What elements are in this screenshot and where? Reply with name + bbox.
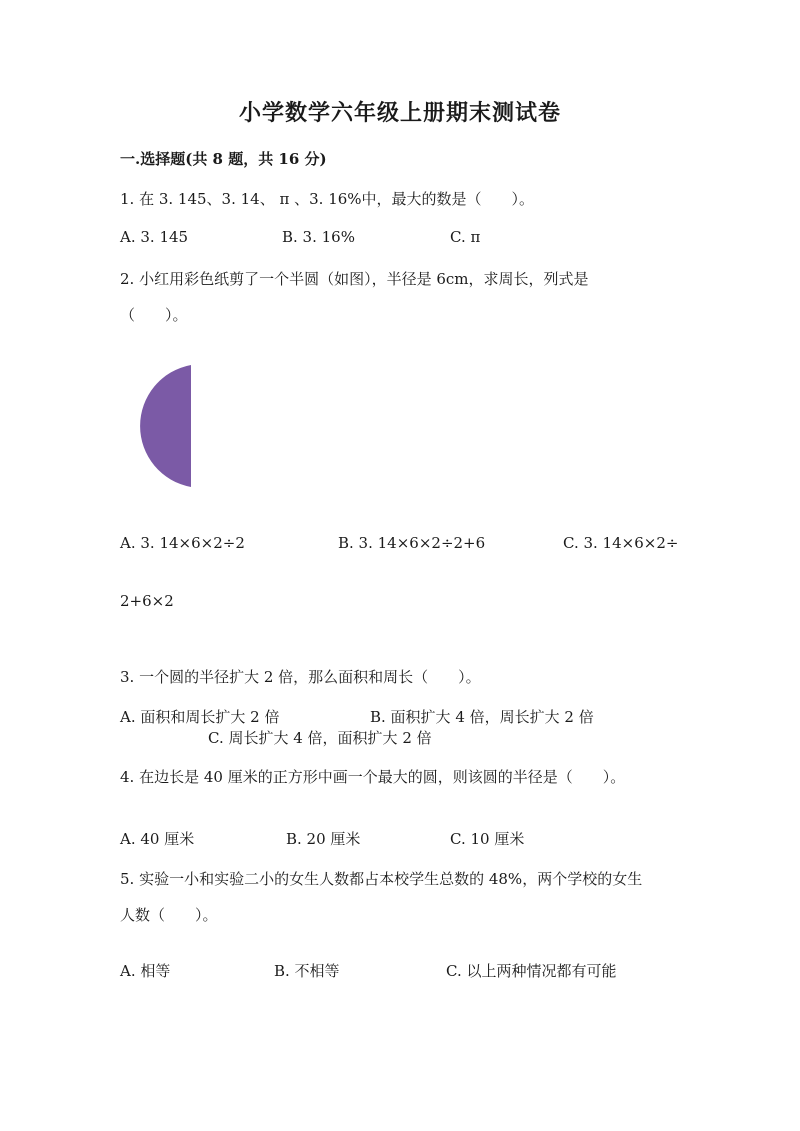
q3-option-c: C. 周长扩大 4 倍，面积扩大 2 倍: [208, 729, 432, 747]
q3-option-a: A. 面积和周长扩大 2 倍: [120, 708, 280, 726]
question-2-line-2: （ ）。: [120, 306, 188, 324]
question-1: 1. 在 3. 145、3. 14、 π 、3. 16%中，最大的数是（ ）。: [120, 190, 535, 208]
question-4: 4. 在边长是 40 厘米的正方形中画一个最大的圆，则该圆的半径是（ ）。: [120, 768, 626, 786]
question-2-line-1: 2. 小红用彩色纸剪了一个半圆（如图），半径是 6cm，求周长，列式是: [120, 270, 589, 288]
semicircle-figure: [128, 364, 194, 490]
q2-option-c-wrap: 2+6×2: [120, 592, 174, 610]
q5-option-a: A. 相等: [120, 962, 171, 980]
q5-option-c: C. 以上两种情况都有可能: [446, 962, 617, 980]
q3-option-b: B. 面积扩大 4 倍，周长扩大 2 倍: [370, 708, 594, 726]
q1-option-b: B. 3. 16%: [282, 228, 355, 246]
question-3: 3. 一个圆的半径扩大 2 倍，那么面积和周长（ ）。: [120, 668, 481, 686]
q4-option-c: C. 10 厘米: [450, 830, 525, 848]
q2-option-c: C. 3. 14×6×2÷: [563, 534, 679, 552]
q4-option-b: B. 20 厘米: [286, 830, 361, 848]
question-5-line-1: 5. 实验一小和实验二小的女生人数都占本校学生总数的 48%，两个学校的女生: [120, 870, 643, 888]
q2-option-b: B. 3. 14×6×2÷2+6: [338, 534, 486, 552]
semicircle-shape: [140, 365, 191, 487]
q1-option-a: A. 3. 145: [120, 228, 189, 246]
q5-option-b: B. 不相等: [274, 962, 340, 980]
section-heading: 一.选择题(共 8 题，共 16 分): [120, 150, 327, 168]
q2-option-a: A. 3. 14×6×2÷2: [120, 534, 245, 552]
q1-option-c: C. π: [450, 228, 481, 246]
q4-option-a: A. 40 厘米: [120, 830, 195, 848]
page-title: 小学数学六年级上册期末测试卷: [238, 100, 561, 126]
question-5-line-2: 人数（ ）。: [120, 906, 218, 924]
